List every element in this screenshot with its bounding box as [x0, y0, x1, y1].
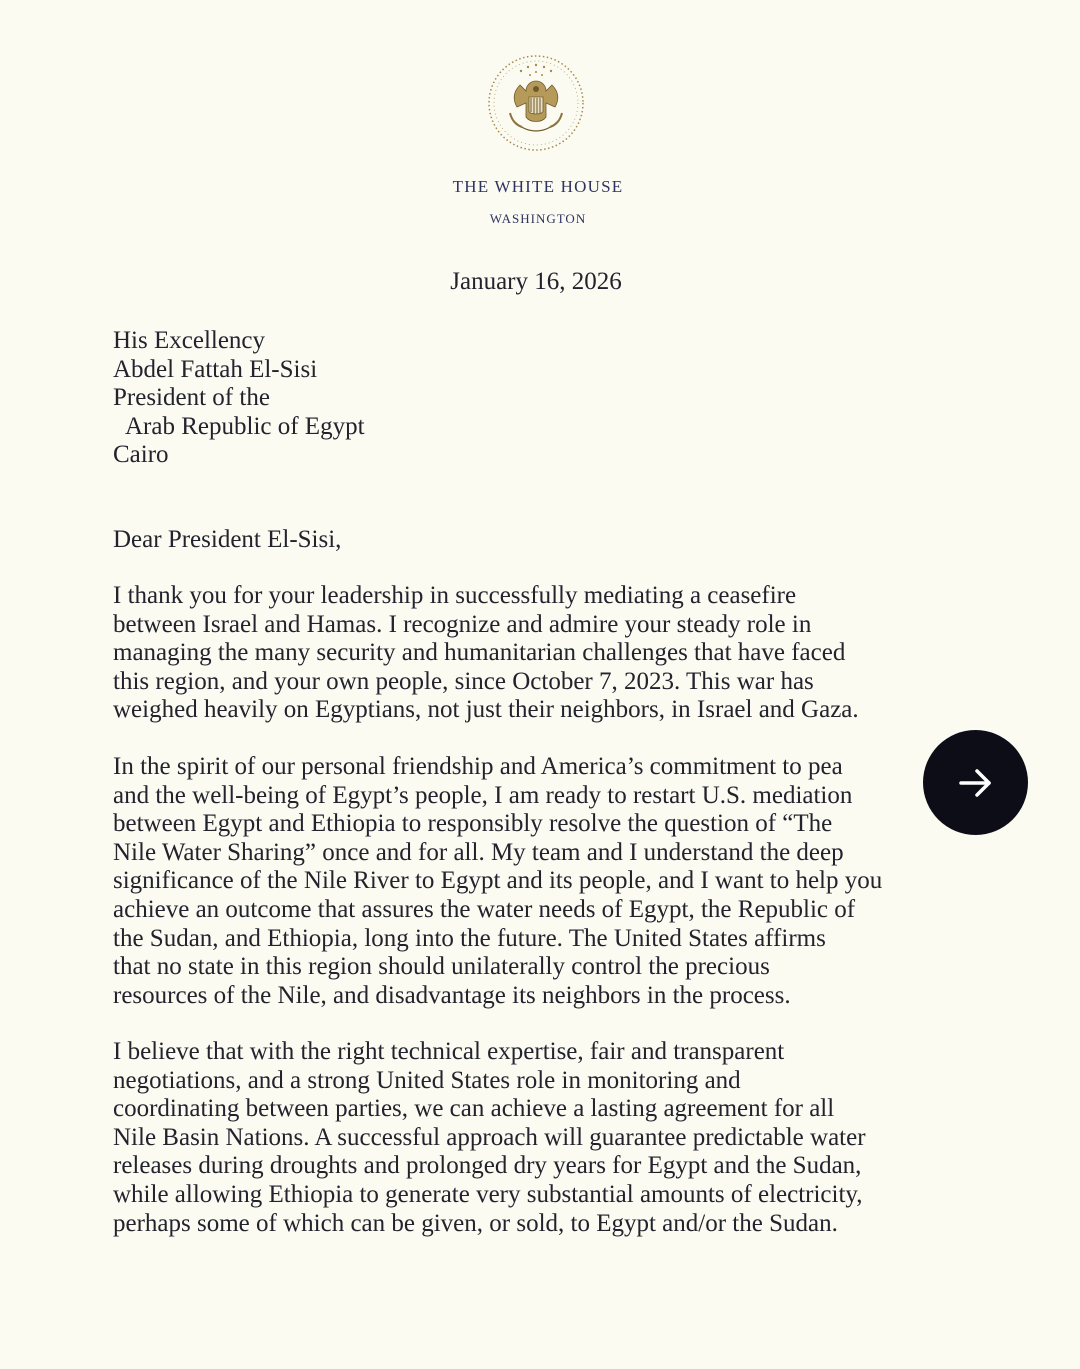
recipient-address [113, 327, 365, 470]
address-line: Cairo [113, 441, 169, 469]
letterhead-title: THE WHITE HOUSE [452, 177, 624, 196]
paragraph-line: Nile Water Sharing” once and for all. My team and I understand the deep [113, 838, 844, 866]
paragraph-3 [113, 1038, 866, 1238]
paragraph-1 [113, 582, 859, 725]
presidential-seal-icon [484, 51, 588, 155]
paragraph-line: I thank you for your leadership in successfully mediating a ceasefire [113, 582, 797, 609]
address-line: Abdel Fattah El-Sisi [113, 355, 318, 383]
address-line: Arab Republic of Egypt [125, 412, 365, 440]
paragraph-line: Nile Basin Nations. A successful approach will guarantee predictable water [113, 1123, 866, 1151]
paragraph-line: managing the many security and humanitarian challenges that have faced [113, 639, 846, 667]
paragraph-line: perhaps some of which can be given, or sold, to Egypt and/or the Sudan. [113, 1209, 838, 1237]
paragraph-line: significance of the Nile River to Egypt and its people, and I want to help you [113, 867, 883, 895]
paragraph-line: that no state in this region should unilaterally control the precious [113, 953, 770, 981]
paragraph-line: resources of the Nile, and disadvantage its neighbors in the process. [113, 981, 791, 1009]
arrow-right-icon [956, 763, 996, 803]
paragraph-line: and the well-being of Egypt’s people, I am ready to restart U.S. mediation [113, 781, 853, 809]
paragraph-line: releases during droughts and prolonged dry years for Egypt and the Sudan, [113, 1152, 862, 1180]
paragraph-line: this region, and your own people, since October 7, 2023. This war has [113, 667, 814, 695]
address-line: His Excellency [113, 327, 266, 354]
letterhead-subtitle: WASHINGTON [489, 211, 587, 226]
paragraph-line: I believe that with the right technical expertise, fair and transparent [113, 1038, 785, 1065]
paragraph-line: In the spirit of our personal friendship and America’s commitment to pea [113, 753, 843, 780]
paragraph-line: between Israel and Hamas. I recognize and admire your steady role in [113, 610, 812, 638]
paragraph-2 [113, 753, 882, 1010]
paragraph-line: between Egypt and Ethiopia to responsibly resolve the question of “The [113, 810, 833, 838]
paragraph-line: coordinating between parties, we can achieve a lasting agreement for all [113, 1095, 835, 1123]
next-page-button[interactable] [923, 730, 1028, 835]
paragraph-line: weighed heavily on Egyptians, not just their neighbors, in Israel and Gaza. [113, 696, 859, 724]
paragraph-line: negotiations, and a strong United States role in monitoring and [113, 1066, 741, 1094]
salutation: Dear President El-Sisi, [113, 526, 342, 553]
letter-date: January 16, 2026 [450, 268, 622, 295]
address-line: President of the [113, 384, 270, 412]
paragraph-line: achieve an outcome that assures the water needs of Egypt, the Republic of [113, 895, 856, 923]
paragraph-line: the Sudan, and Ethiopia, long into the future. The United States affirms [113, 924, 826, 952]
paragraph-line: while allowing Ethiopia to generate very substantial amounts of electricity, [113, 1180, 863, 1208]
